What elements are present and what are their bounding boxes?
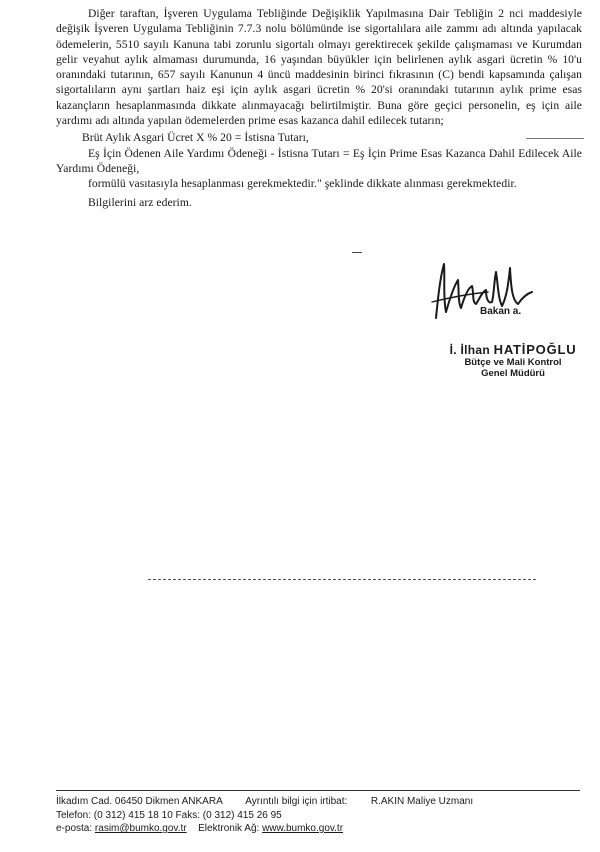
address: İlkadım Cad. 06450 Dikmen ANKARA [56,796,223,807]
signer-first-name: İ. İlhan [449,343,490,357]
footer-row-2 [56,809,582,823]
web-link[interactable]: www.bumko.gov.tr [262,823,344,834]
pen-mark [352,252,362,253]
footer-row-3 [56,822,582,836]
signer-surname: HATİPOĞLU [493,342,577,357]
formula-1: Brüt Aylık Asgari Ücret X % 20 = İstisna Tutarı, [82,131,309,145]
on-behalf-label: Bakan a. [480,306,522,317]
pen-mark [526,138,584,139]
footer-divider [56,790,580,791]
email-label: e-posta: [56,823,93,834]
fax: Faks: (0 312) 415 26 95 [175,809,282,821]
web-label: Elektronik Ağ: [198,823,260,834]
letter-body [56,6,582,210]
signer-name [428,342,598,357]
formula-2: Eş İçin Ödenen Aile Yardımı Ödeneği - İstisna Tutarı = Eş İçin Prime Esas Kazanca Dahil Edilecek Aile Yardımı Ödeneği, [56,146,582,175]
signer-title-1: Bütçe ve Mali Kontrol [464,357,562,368]
email-link[interactable]: rasim@bumko.gov.tr [94,823,187,834]
signer-title-2: Genel Müdürü [481,368,545,379]
paragraph-2: formülü vasıtasıyla hesaplanması gerekmektedir." şeklinde dikkate alınması gerekmektedir. [88,177,517,191]
signer-block [428,342,598,379]
contact-person: R.AKIN Maliye Uzmanı [370,796,474,807]
closing-line: Bilgilerini arz ederim. [88,195,192,209]
scan-artifact-line [148,579,536,580]
phone: Telefon: (0 312) 415 18 10 [56,809,173,821]
letter-footer [56,795,582,836]
footer-row-1 [56,795,582,809]
paragraph-1: Diğer taraftan, İşveren Uygulama Tebliğinde Değişiklik Yapılmasına Dair Tebliğin 2 nci maddesiyle değişik İşveren Uygulama Tebliğinin 7.7.3 nolu bölümünde ise sigortalılara aile zammı adı altında yapılacak ödemelerin, 5510 sayılı Kanuna tabi zorunlu sigortalı olmayı gerektirecek şekilde çalışmaması ve Kurumdan gelir veyahut aylık almaması durumunda, 16 yaşından büyükler için belirlenen aylık asgari ücretin % 10'u oranındaki tutarının, 657 sayılı Kanunun 4 üncü maddesinin birinci fıkrasının (C) bendi kapsamında çalışan sigortalıların aynı şartları haiz eşi için aylık asgari ücretin % 20'si oranındaki tutarının aylık prime esas kazançların hesaplanmasında dikkate alınmayacağı belirtilmiştir. Buna göre geçici personelin, eş için aile yardımı adı altında yapılan ödemelerden prime esas kazanca dahil edilecek tutarın; [56,7,582,128]
contact-label: Ayrıntılı bilgi için irtibat: [245,796,348,807]
